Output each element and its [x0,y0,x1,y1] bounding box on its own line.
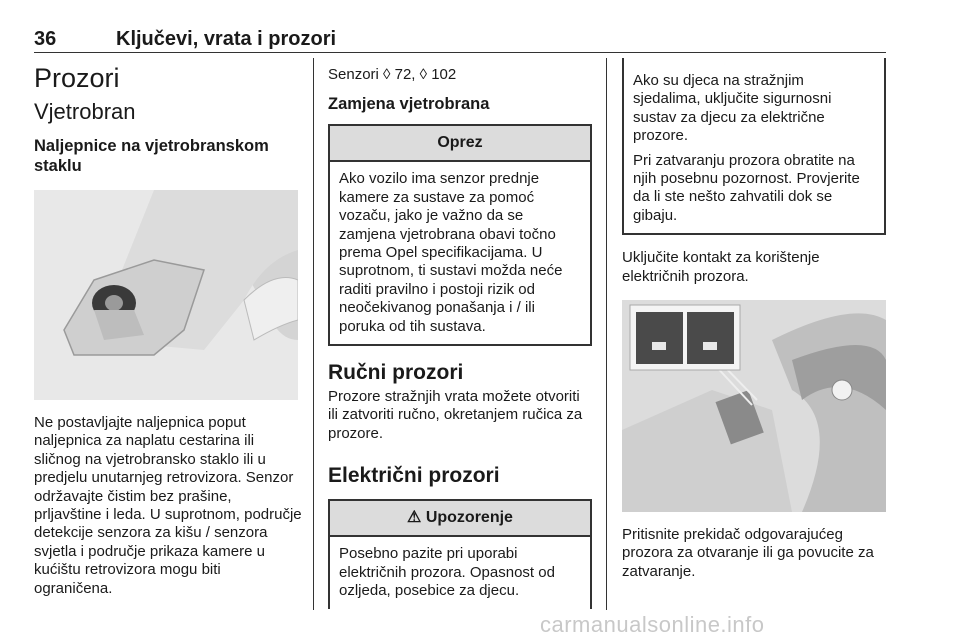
column-divider-2 [606,58,607,610]
caution-title: Oprez [330,126,590,162]
stickers-paragraph: Ne postavljajte naljepnica poput naljepnica za naplatu cestarina ili sličnog na vjetrobransko staklo ili u predjelu unutarnjeg retrovizora. Senzor održavajte čistim bez prašine, prljavštine i leda. U suprotnom, područje detekcije senzora za kišu / senzora svjetla i područje prikaza kamere u kućištu retrovizora mogu biti ograničena. [34,414,302,597]
caution-text: Ako vozilo ima senzor prednje kamere za sustave za pomoć vozaču, jako je važno da se zamjena vjetrobrana obavi točno prema Opel specifikacijama. U suprotnom, ti sustavi možda neće raditi pravilno i postoji rizik od neočekivanog ponašanja i / ili poruka od tih sustava. [339,170,563,335]
caution-box [328,124,592,346]
column-divider-1 [313,58,314,610]
sensors-cross-reference: Senzori ◊ 72, ◊ 102 [328,66,457,83]
windshield-camera-photo [34,190,298,400]
warning-box [328,499,592,608]
warning-text-closing: Pri zatvaranju prozora obratite na njih posebnu pozornost. Provjerite da li ste nešto zahvatili dok se gibaju. [633,151,860,224]
warning-title: Upozorenje [425,509,513,527]
ignition-paragraph: Uključite kontakt za korištenje električnih prozora. [622,249,820,285]
warning-triangle-icon: ⚠ [407,509,422,527]
manual-windows-text: Prozore stražnjih vrata možete otvoriti ili zatvoriti ručno, okretanjem ručica za prozore. [328,388,583,442]
heading-elektricni-prozori: Električni prozori [328,464,500,488]
column-1 [34,58,302,598]
warning-text: Posebno pazite pri uporabi električnih prozora. Opasnost od ozljeda, posebice za djecu. [339,545,555,600]
heading-zamjena-vjetrobrana: Zamjena vjetrobrana [328,95,490,114]
heading-naljepnice: Naljepnice na vjetrobranskom staklu [34,137,269,175]
column-3 [622,58,886,581]
header-rule [34,52,886,53]
section-heading-prozori: Prozori [34,63,120,93]
chapter-title: Ključevi, vrata i prozori [116,28,337,50]
warning-header [330,501,590,537]
rearview-mirror-camera-illustration [34,190,298,400]
subsection-heading-vjetrobran: Vjetrobran [34,99,136,124]
door-window-switches-illustration [622,300,886,512]
window-switch-photo [622,300,886,512]
page-number: 36 [34,28,57,50]
warning-text-children: Ako su djeca na stražnjim sjedalima, uključite sigurnosni sustav za djecu za električne prozore. [633,72,832,145]
heading-rucni-prozori: Ručni prozori [328,361,464,385]
switch-operation-paragraph: Pritisnite prekidač odgovarajućeg prozora za otvaranje ili ga povucite za zatvaranje. [622,526,874,580]
watermark: carmanualsonline.info [540,612,765,637]
warning-box-continued [622,58,886,235]
column-2 [328,58,592,609]
